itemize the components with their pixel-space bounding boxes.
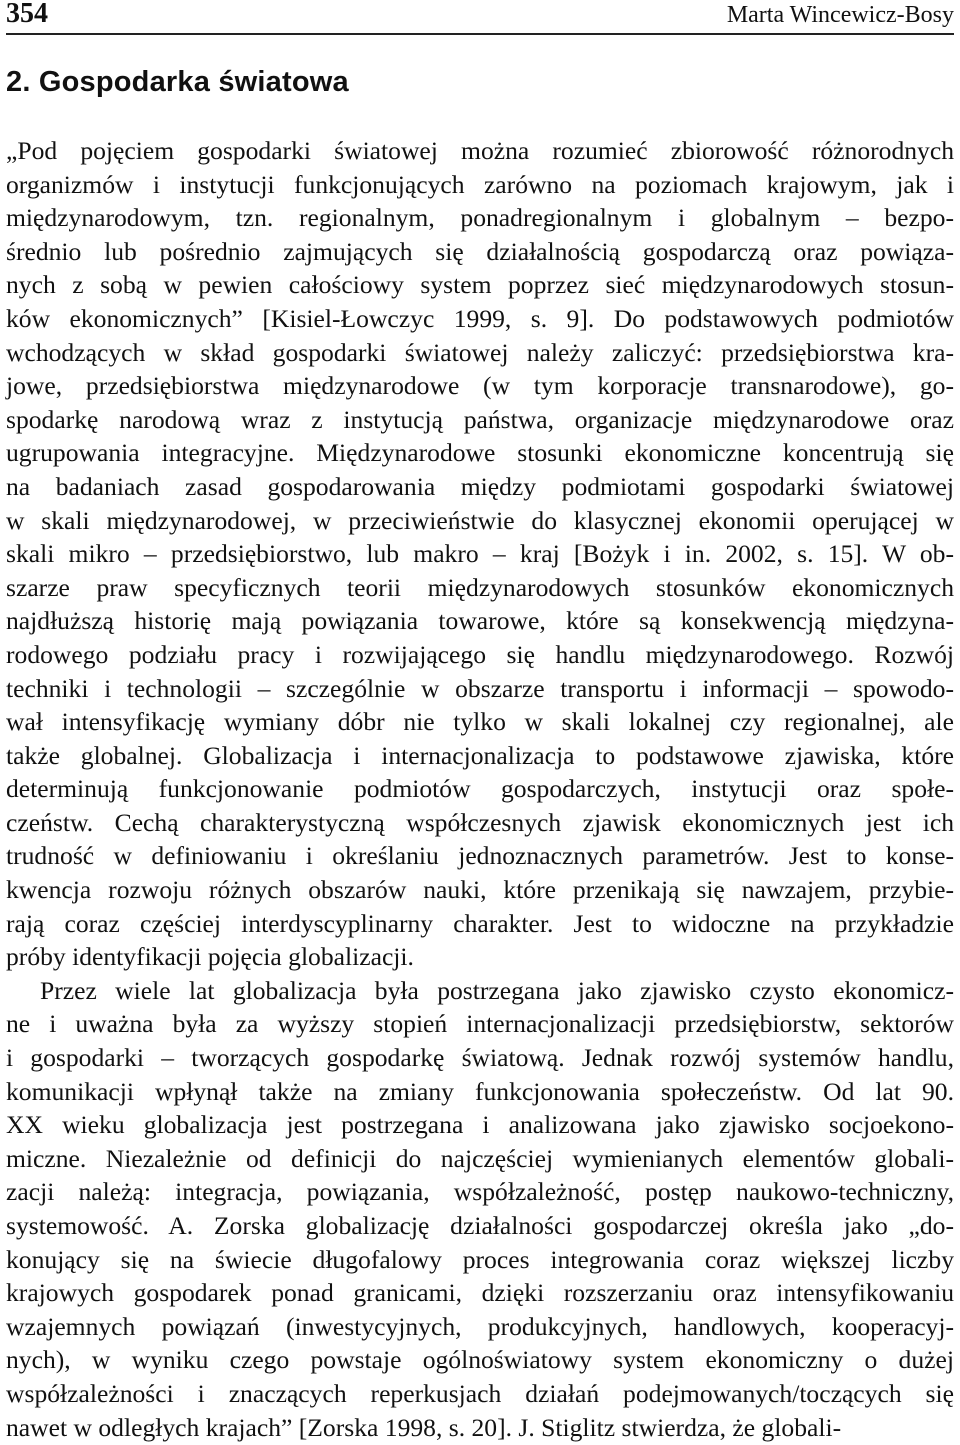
text-line: wał intensyfikację wymiany dóbr nie tylko w skali lokalnej czy regionalnej, ale — [6, 707, 954, 737]
text-line: jowe, przedsiębiorstwa międzynarodowe (w tym korporacje transnarodowe), go- — [6, 371, 954, 401]
text-line: krajowych gospodarek ponad granicami, dzięki rozszerzaniu oraz intensyfikowaniu — [6, 1278, 954, 1308]
text-line: XX wieku globalizacja jest postrzegana i analizowana jako zjawisko socjoekono- — [6, 1110, 954, 1140]
text-line: wzajemnych powiązań (inwestycyjnych, produkcyjnych, handlowych, kooperacyj- — [6, 1311, 954, 1341]
running-head-author: Marta Wincewicz-Bosy — [726, 2, 954, 28]
text-line: ków ekonomicznych” [Kisiel-Łowczyc 1999, s. 9]. Do podstawowych podmiotów — [6, 303, 954, 333]
text-line: międzynarodowym, tzn. regionalnym, ponadregionalnym i globalnym – bezpo- — [6, 203, 954, 233]
text-line: techniki i technologii – szczególnie w obszarze transportu i informacji – spowodo- — [6, 673, 954, 703]
text-line: komunikacji wpłynął także na zmiany funkcjonowania społeczeństw. Od lat 90. — [6, 1076, 954, 1106]
text-line: współzależności i znaczących reperkusjach działań podejmowanych/toczących się — [6, 1378, 954, 1408]
text-line: „Pod pojęciem gospodarki światowej można rozumieć zbiorowość różnorodnych — [6, 136, 954, 165]
text-line: rodowego podziału pracy i rozwijającego się handlu międzynarodowego. Rozwój — [6, 639, 954, 669]
text-line: miczne. Niezależnie od definicji do najczęściej wymienianych elementów globali- — [6, 1143, 954, 1173]
text-line: ugrupowania integracyjne. Międzynarodowe stosunki ekonomiczne koncentrują się — [6, 438, 954, 468]
text-line: i gospodarki – tworzących gospodarkę światową. Jednak rozwój systemów handlu, — [6, 1043, 954, 1073]
text-line: nawet w odległych krajach” [Zorska 1998, s. 20]. J. Stiglitz stwierdza, że globali- — [6, 1412, 842, 1442]
body-text — [6, 134, 954, 1444]
text-line: determinują funkcjonowanie podmiotów gospodarczych, instytucji oraz społe- — [6, 774, 954, 804]
text-line: średnio lub pośrednio zajmujących się działalnością gospodarczą oraz powiąza- — [6, 236, 954, 266]
text-line: Przez wiele lat globalizacja była postrzegana jako zjawisko czysto ekonomicz- — [40, 975, 954, 1005]
text-line: konujący się na świecie długofalowy proces integrowania coraz większej liczby — [6, 1244, 954, 1274]
paragraph-1 — [6, 134, 954, 974]
text-line: skali mikro – przedsiębiorstwo, lub makro – kraj [Bożyk i in. 2002, s. 15]. W ob- — [6, 539, 954, 569]
text-line: próby identyfikacji pojęcia globalizacji. — [6, 942, 414, 972]
text-line: ne i uważna była za wyższy stopień internacjonalizacji przedsiębiorstw, sektorów — [6, 1009, 954, 1039]
text-line: kwencja rozwoju różnych obszarów nauki, które przenikają się nawzajem, przybie- — [6, 875, 954, 905]
text-line: rają coraz częściej interdyscyplinarny charakter. Jest to widoczne na przykładzie — [6, 908, 954, 938]
text-line: trudność w definiowaniu i określaniu jednoznacznych parametrów. Jest to konse- — [6, 841, 954, 871]
paragraph-2 — [6, 974, 954, 1444]
text-line: organizmów i instytucji funkcjonujących zarówno na poziomach krajowym, jak i — [6, 169, 954, 199]
text-line: wchodzących w skład gospodarki światowej należy zaliczyć: przedsiębiorstwa kra- — [6, 337, 954, 367]
page-header — [6, 0, 954, 35]
text-line: nych), w wyniku czego powstaje ogólnoświatowy system ekonomiczny o dużej — [6, 1345, 954, 1375]
text-line: systemowość. A. Zorska globalizację działalności gospodarczej określa jako „do- — [6, 1211, 954, 1240]
text-line: zacji należą: integracja, powiązania, współzależność, postęp naukowo-techniczny, — [6, 1177, 954, 1207]
text-line: szarze praw specyficznych teorii międzynarodowych stosunków ekonomicznych — [6, 572, 954, 602]
section-title: 2. Gospodarka światowa — [6, 66, 349, 98]
text-line: w skali międzynarodowej, w przeciwieństwie do klasycznej ekonomii operującej w — [6, 505, 954, 535]
text-line: nych z sobą w pewien całościowy system poprzez sieć międzynarodowych stosun- — [6, 270, 954, 300]
text-line: na badaniach zasad gospodarowania między podmiotami gospodarki światowej — [6, 471, 954, 501]
text-line: najdłuższą historię mają powiązania towarowe, które są konsekwencją międzyna- — [6, 606, 954, 636]
text-line: także globalnej. Globalizacja i internacjonalizacja to podstawowe zjawiska, które — [6, 740, 954, 770]
text-line: spodarkę narodową wraz z instytucją państwa, organizacje międzynarodowe oraz — [6, 404, 954, 434]
text-line: czeństw. Cechą charakterystyczną współczesnych zjawisk ekonomicznych jest ich — [6, 807, 954, 837]
page-number: 354 — [6, 0, 48, 29]
